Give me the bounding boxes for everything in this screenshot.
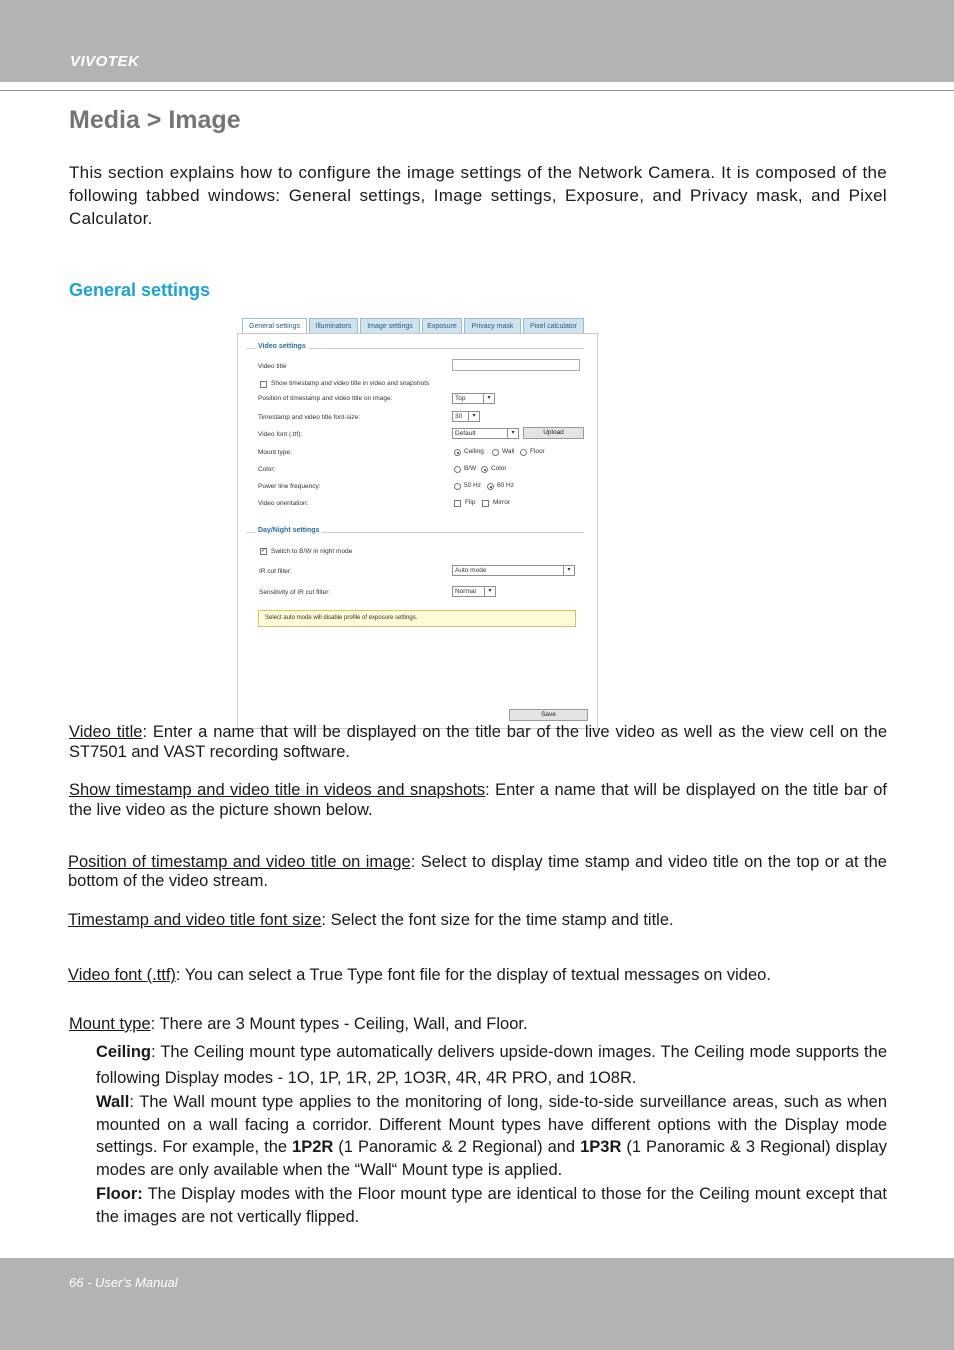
- general-settings-screenshot: [237, 316, 599, 730]
- font-size-label: Timestamp and video title font-size:: [258, 414, 360, 421]
- page-number: 66 - User's Manual: [69, 1275, 178, 1290]
- video-font-text: : You can select a True Type font file for the display of textual messages on video.: [175, 966, 771, 984]
- font-size-description: [68, 910, 886, 930]
- color-color-label: Color: [491, 465, 507, 472]
- color-bw-radio[interactable]: [454, 466, 461, 473]
- mount-type-description: [69, 1014, 887, 1034]
- show-timestamp-term: Show timestamp and video title in videos and snapshots: [69, 781, 486, 799]
- switch-bw-checkbox[interactable]: ✓: [261, 548, 267, 554]
- tab-privacy-mask[interactable]: Privacy mask: [464, 318, 521, 333]
- wall-mode-1p3r: 1P3R: [580, 1138, 622, 1156]
- color-label: Color:: [258, 466, 276, 473]
- position-select-value: Top: [455, 395, 466, 402]
- power-50hz-label: 50 Hz: [464, 482, 481, 489]
- mount-wall-radio[interactable]: [492, 449, 499, 456]
- position-text: : Select to display time stamp and video title on the top or at the bottom of the video stream.: [68, 853, 887, 890]
- video-title-label: Video title: [258, 363, 287, 370]
- video-font-select-value: Default: [455, 430, 476, 437]
- position-label: Position of timestamp and video title on image:: [258, 395, 393, 402]
- mount-type-text: : There are 3 Mount types - Ceiling, Wall, and Floor.: [150, 1015, 528, 1033]
- mount-ceiling-label: Ceiling: [464, 448, 484, 455]
- mirror-label: Mirror: [493, 499, 510, 506]
- wall-text-3: (1 Panoramic & 3 Regional) display modes are only available when the “Wall“ Mount type is applied.: [96, 1138, 887, 1179]
- mount-ceiling-radio[interactable]: [454, 449, 461, 456]
- video-font-select[interactable]: [452, 428, 519, 439]
- chevron-down-icon: ▾: [483, 394, 494, 403]
- wall-text-1: : The Wall mount type applies to the monitoring of long, side-to-side surveillance areas, such as when mounted on a wall facing a corridor. Different Mount types have different options with the Display mode settings. For example, the: [96, 1093, 887, 1156]
- tab-pixel-calculator[interactable]: Pixel calculator: [523, 318, 584, 333]
- page-title: Media > Image: [69, 106, 241, 134]
- page-header: [0, 0, 954, 82]
- ir-cut-label: IR cut filter:: [259, 568, 292, 575]
- position-select[interactable]: [452, 393, 495, 404]
- video-font-description: [68, 965, 886, 985]
- video-title-term: Video title: [69, 723, 143, 741]
- header-divider: [0, 90, 954, 91]
- wall-term: Wall: [96, 1093, 130, 1111]
- chevron-down-icon: ▾: [468, 412, 479, 421]
- wall-mode-1p2r: 1P2R: [292, 1138, 334, 1156]
- video-title-input[interactable]: [452, 359, 580, 371]
- mirror-checkbox[interactable]: [482, 500, 489, 507]
- floor-description: [96, 1183, 887, 1229]
- show-timestamp-label: Show timestamp and video title in video and snapshots: [271, 380, 430, 387]
- ir-sensitivity-label: Sensitivity of IR cut filter:: [259, 589, 331, 596]
- mount-wall-label: Wall: [502, 448, 515, 455]
- video-title-description: [69, 722, 887, 762]
- chevron-down-icon: ▾: [507, 429, 518, 438]
- video-font-label: Video font (.ttf):: [258, 431, 303, 438]
- wall-description: [96, 1091, 887, 1181]
- upload-button[interactable]: Upload: [523, 427, 584, 439]
- mount-floor-label: Floor: [530, 448, 545, 455]
- tab-illuminators[interactable]: Illuminators: [309, 318, 358, 333]
- flip-checkbox[interactable]: [454, 500, 461, 507]
- power-60hz-label: 60 Hz: [497, 482, 514, 489]
- color-color-radio[interactable]: [481, 466, 488, 473]
- show-timestamp-checkbox[interactable]: [260, 381, 267, 388]
- ir-sensitivity-select-value: Normal: [455, 588, 476, 595]
- tab-exposure[interactable]: Exposure: [422, 318, 462, 333]
- section-title: General settings: [69, 280, 211, 300]
- auto-mode-note: Select auto mode will disable profile of exposure settings.: [258, 610, 576, 627]
- ir-sensitivity-select[interactable]: [452, 586, 496, 597]
- chevron-down-icon: ▾: [484, 587, 495, 596]
- ceiling-description: [96, 1039, 887, 1091]
- font-size-select[interactable]: [452, 411, 480, 422]
- show-timestamp-text: : Enter a name that will be displayed on the title bar of the live video as the picture shown below.: [69, 781, 887, 819]
- mount-floor-radio[interactable]: [520, 449, 527, 456]
- ceiling-text: : The Ceiling mount type automatically delivers upside-down images. The Ceiling mode supports the following Display modes - 1O, 1P, 1R, 2P, 1O3R, 4R, 4R PRO, and 1O8R.: [96, 1043, 887, 1087]
- intro-paragraph: This section explains how to configure the image settings of the Network Camera. It is composed of the following tabbed windows: General settings, Image settings, Exposure, and Privacy mask, and Pixel Calculator.: [69, 163, 887, 228]
- floor-text: The Display modes with the Floor mount type are identical to those for the Ceiling mount except that the images are not vertically flipped.: [96, 1185, 887, 1226]
- video-orientation-label: Video orientation:: [258, 500, 309, 507]
- position-description: [68, 853, 887, 891]
- save-button[interactable]: Save: [509, 709, 588, 721]
- position-term: Position of timestamp and video title on image: [68, 853, 411, 871]
- brand-name: VIVOTEK: [70, 53, 140, 70]
- ir-cut-select-value: Auto mode: [455, 567, 487, 574]
- wall-text-2: (1 Panoramic & 2 Regional) and: [333, 1138, 581, 1156]
- font-size-term: Timestamp and video title font size: [68, 911, 322, 929]
- power-60hz-radio[interactable]: [487, 483, 494, 490]
- tab-general-settings[interactable]: General settings: [242, 318, 307, 334]
- video-font-term: Video font (.ttf): [68, 966, 176, 984]
- color-bw-label: B/W: [464, 465, 477, 472]
- ir-cut-select[interactable]: [452, 565, 575, 576]
- power-frequency-label: Power line frequency:: [258, 483, 321, 490]
- settings-panel: [237, 333, 598, 729]
- video-title-text: : Enter a name that will be displayed on the title bar of the live video as well as the view cell on the ST7501 and VAST recording software.: [69, 723, 887, 761]
- day-night-legend: Day/Night settings: [255, 527, 322, 534]
- page-footer: [0, 1258, 954, 1350]
- mount-type-term: Mount type: [69, 1015, 151, 1033]
- ceiling-term: Ceiling: [96, 1043, 152, 1061]
- chevron-down-icon: ▾: [563, 566, 574, 575]
- power-50hz-radio[interactable]: [454, 483, 461, 490]
- mount-type-label: Mount type:: [258, 449, 292, 456]
- show-timestamp-description: [69, 780, 887, 820]
- flip-label: Flip: [465, 499, 476, 506]
- font-size-select-value: 30: [455, 413, 463, 420]
- font-size-text: : Select the font size for the time stamp and title.: [321, 911, 674, 929]
- video-settings-legend: Video settings: [255, 343, 309, 350]
- switch-bw-label: Switch to B/W in night mode: [271, 548, 353, 555]
- floor-term: Floor:: [96, 1185, 143, 1203]
- tab-image-settings[interactable]: Image settings: [360, 318, 420, 333]
